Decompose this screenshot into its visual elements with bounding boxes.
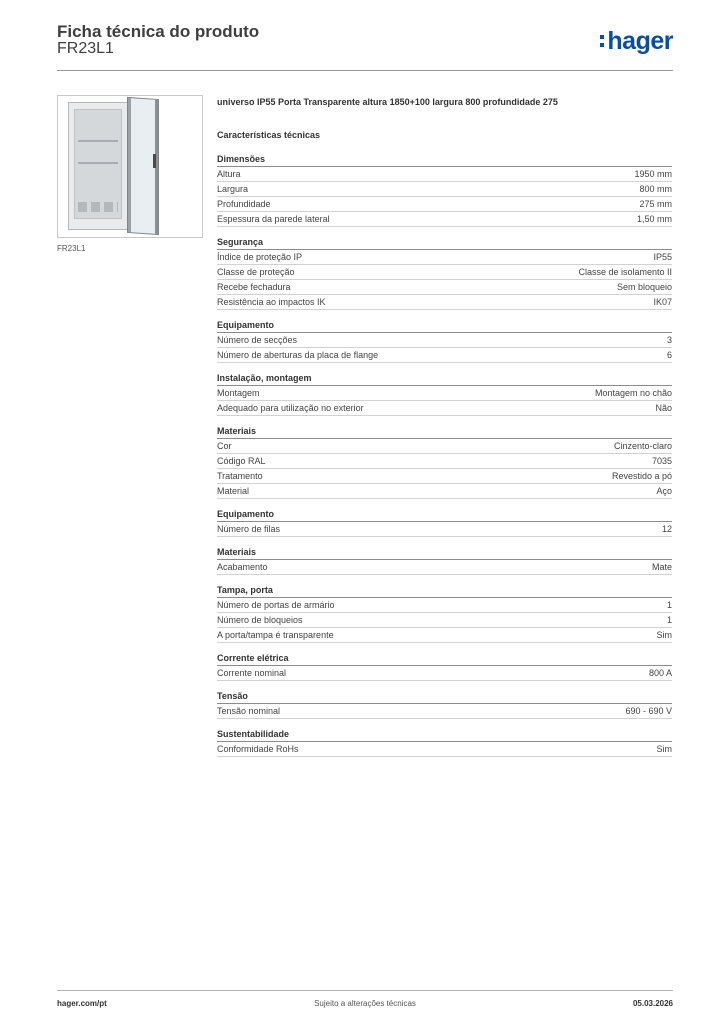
spec-row: [217, 333, 672, 348]
document-title: Ficha técnica do produto: [57, 22, 260, 41]
footer-website: hager.com/pt: [57, 999, 107, 1008]
spec-row: [217, 386, 672, 401]
spec-label: Espessura da parede lateral: [217, 214, 330, 224]
spec-label: Índice de proteção IP: [217, 252, 303, 262]
spec-row: [217, 265, 672, 280]
spec-row: [217, 613, 672, 628]
spec-label: Altura: [217, 169, 241, 179]
spec-row: [217, 484, 672, 499]
section-title: Instalação, montagem: [217, 371, 672, 386]
spec-row: [217, 167, 672, 182]
section-title: Corrente elétrica: [217, 651, 672, 666]
spec-value: Cinzento-claro: [613, 441, 672, 451]
spec-value: 690 - 690 V: [625, 706, 672, 716]
spec-row: [217, 742, 672, 757]
spec-value: 12: [661, 524, 672, 534]
spec-row: [217, 454, 672, 469]
product-description: universo IP55 Porta Transparente altura 1850+100 largura 800 profundidade 275: [217, 97, 558, 107]
spec-row: [217, 212, 672, 227]
technical-characteristics-heading: Características técnicas: [217, 130, 321, 140]
spec-row: [217, 469, 672, 484]
spec-label: Tratamento: [217, 471, 263, 481]
section-title: Equipamento: [217, 318, 672, 333]
spec-value: 1950 mm: [634, 169, 672, 179]
spec-label: Número de portas de armário: [217, 600, 335, 610]
spec-value: 800 A: [648, 668, 672, 678]
spec-row: [217, 348, 672, 363]
spec-value: Mate: [651, 562, 672, 572]
product-image: [57, 95, 203, 238]
spec-value: 275 mm: [639, 199, 672, 209]
spec-label: Adequado para utilização no exterior: [217, 403, 364, 413]
section-title: Equipamento: [217, 507, 672, 522]
spec-label: Número de bloqueios: [217, 615, 303, 625]
spec-row: [217, 598, 672, 613]
spec-value: 3: [666, 335, 672, 345]
spec-row: [217, 197, 672, 212]
spec-row: [217, 182, 672, 197]
spec-value: Não: [655, 403, 672, 413]
spec-label: Número de filas: [217, 524, 281, 534]
spec-value: 6: [666, 350, 672, 360]
spec-row: [217, 280, 672, 295]
spec-label: Tensão nominal: [217, 706, 281, 716]
spec-value: IK07: [653, 297, 672, 307]
spec-label: Recebe fechadura: [217, 282, 291, 292]
spec-label: Acabamento: [217, 562, 268, 572]
spec-value: 1: [666, 600, 672, 610]
spec-label: A porta/tampa é transparente: [217, 630, 334, 640]
spec-value: Sim: [656, 744, 672, 754]
spec-label: Cor: [217, 441, 232, 451]
section-title: Tensão: [217, 689, 672, 704]
hager-logo: [600, 26, 673, 56]
spec-row: [217, 439, 672, 454]
footer-date: 05.03.2026: [632, 999, 673, 1008]
spec-row: [217, 250, 672, 265]
spec-value: Classe de isolamento II: [578, 267, 672, 277]
spec-value: 1: [666, 615, 672, 625]
section-title: Materiais: [217, 545, 672, 560]
section-title: Sustentabilidade: [217, 727, 672, 742]
spec-label: Classe de proteção: [217, 267, 295, 277]
spec-label: Número de secções: [217, 335, 298, 345]
section-title: Segurança: [217, 235, 672, 250]
spec-value: Sem bloqueio: [616, 282, 672, 292]
section-title: Tampa, porta: [217, 583, 672, 598]
spec-value: Sim: [656, 630, 672, 640]
spec-value: Montagem no chão: [594, 388, 672, 398]
page-header: [57, 20, 673, 71]
spec-value: 800 mm: [639, 184, 672, 194]
spec-label: Montagem: [217, 388, 260, 398]
footer-notice: Sujeito a alterações técnicas: [314, 999, 416, 1008]
spec-row: [217, 666, 672, 681]
section-title: Materiais: [217, 424, 672, 439]
spec-row: [217, 295, 672, 310]
spec-value: 7035: [651, 456, 672, 466]
spec-label: Profundidade: [217, 199, 271, 209]
product-code: FR23L1: [57, 40, 114, 57]
cabinet-illustration: [68, 102, 128, 230]
spec-sections: [217, 152, 672, 757]
section-title: Dimensões: [217, 152, 672, 167]
spec-value: 1,50 mm: [636, 214, 672, 224]
spec-label: Código RAL: [217, 456, 266, 466]
spec-value: Revestido a pó: [611, 471, 672, 481]
page-footer: [57, 990, 673, 1017]
logo-dots-icon: [600, 33, 604, 49]
spec-row: [217, 704, 672, 719]
spec-label: Material: [217, 486, 250, 496]
spec-content: [217, 96, 672, 757]
spec-label: Resistência ao impactos IK: [217, 297, 326, 307]
spec-row: [217, 401, 672, 416]
spec-value: IP55: [653, 252, 672, 262]
logo-text: hager: [607, 26, 673, 55]
spec-label: Conformidade RoHs: [217, 744, 299, 754]
spec-row: [217, 522, 672, 537]
image-caption: FR23L1: [57, 244, 86, 253]
spec-row: [217, 560, 672, 575]
spec-label: Número de aberturas da placa de flange: [217, 350, 379, 360]
spec-label: Corrente nominal: [217, 668, 287, 678]
door-handle-illustration: [153, 154, 156, 168]
spec-label: Largura: [217, 184, 249, 194]
spec-value: Aço: [656, 486, 672, 496]
spec-row: [217, 628, 672, 643]
